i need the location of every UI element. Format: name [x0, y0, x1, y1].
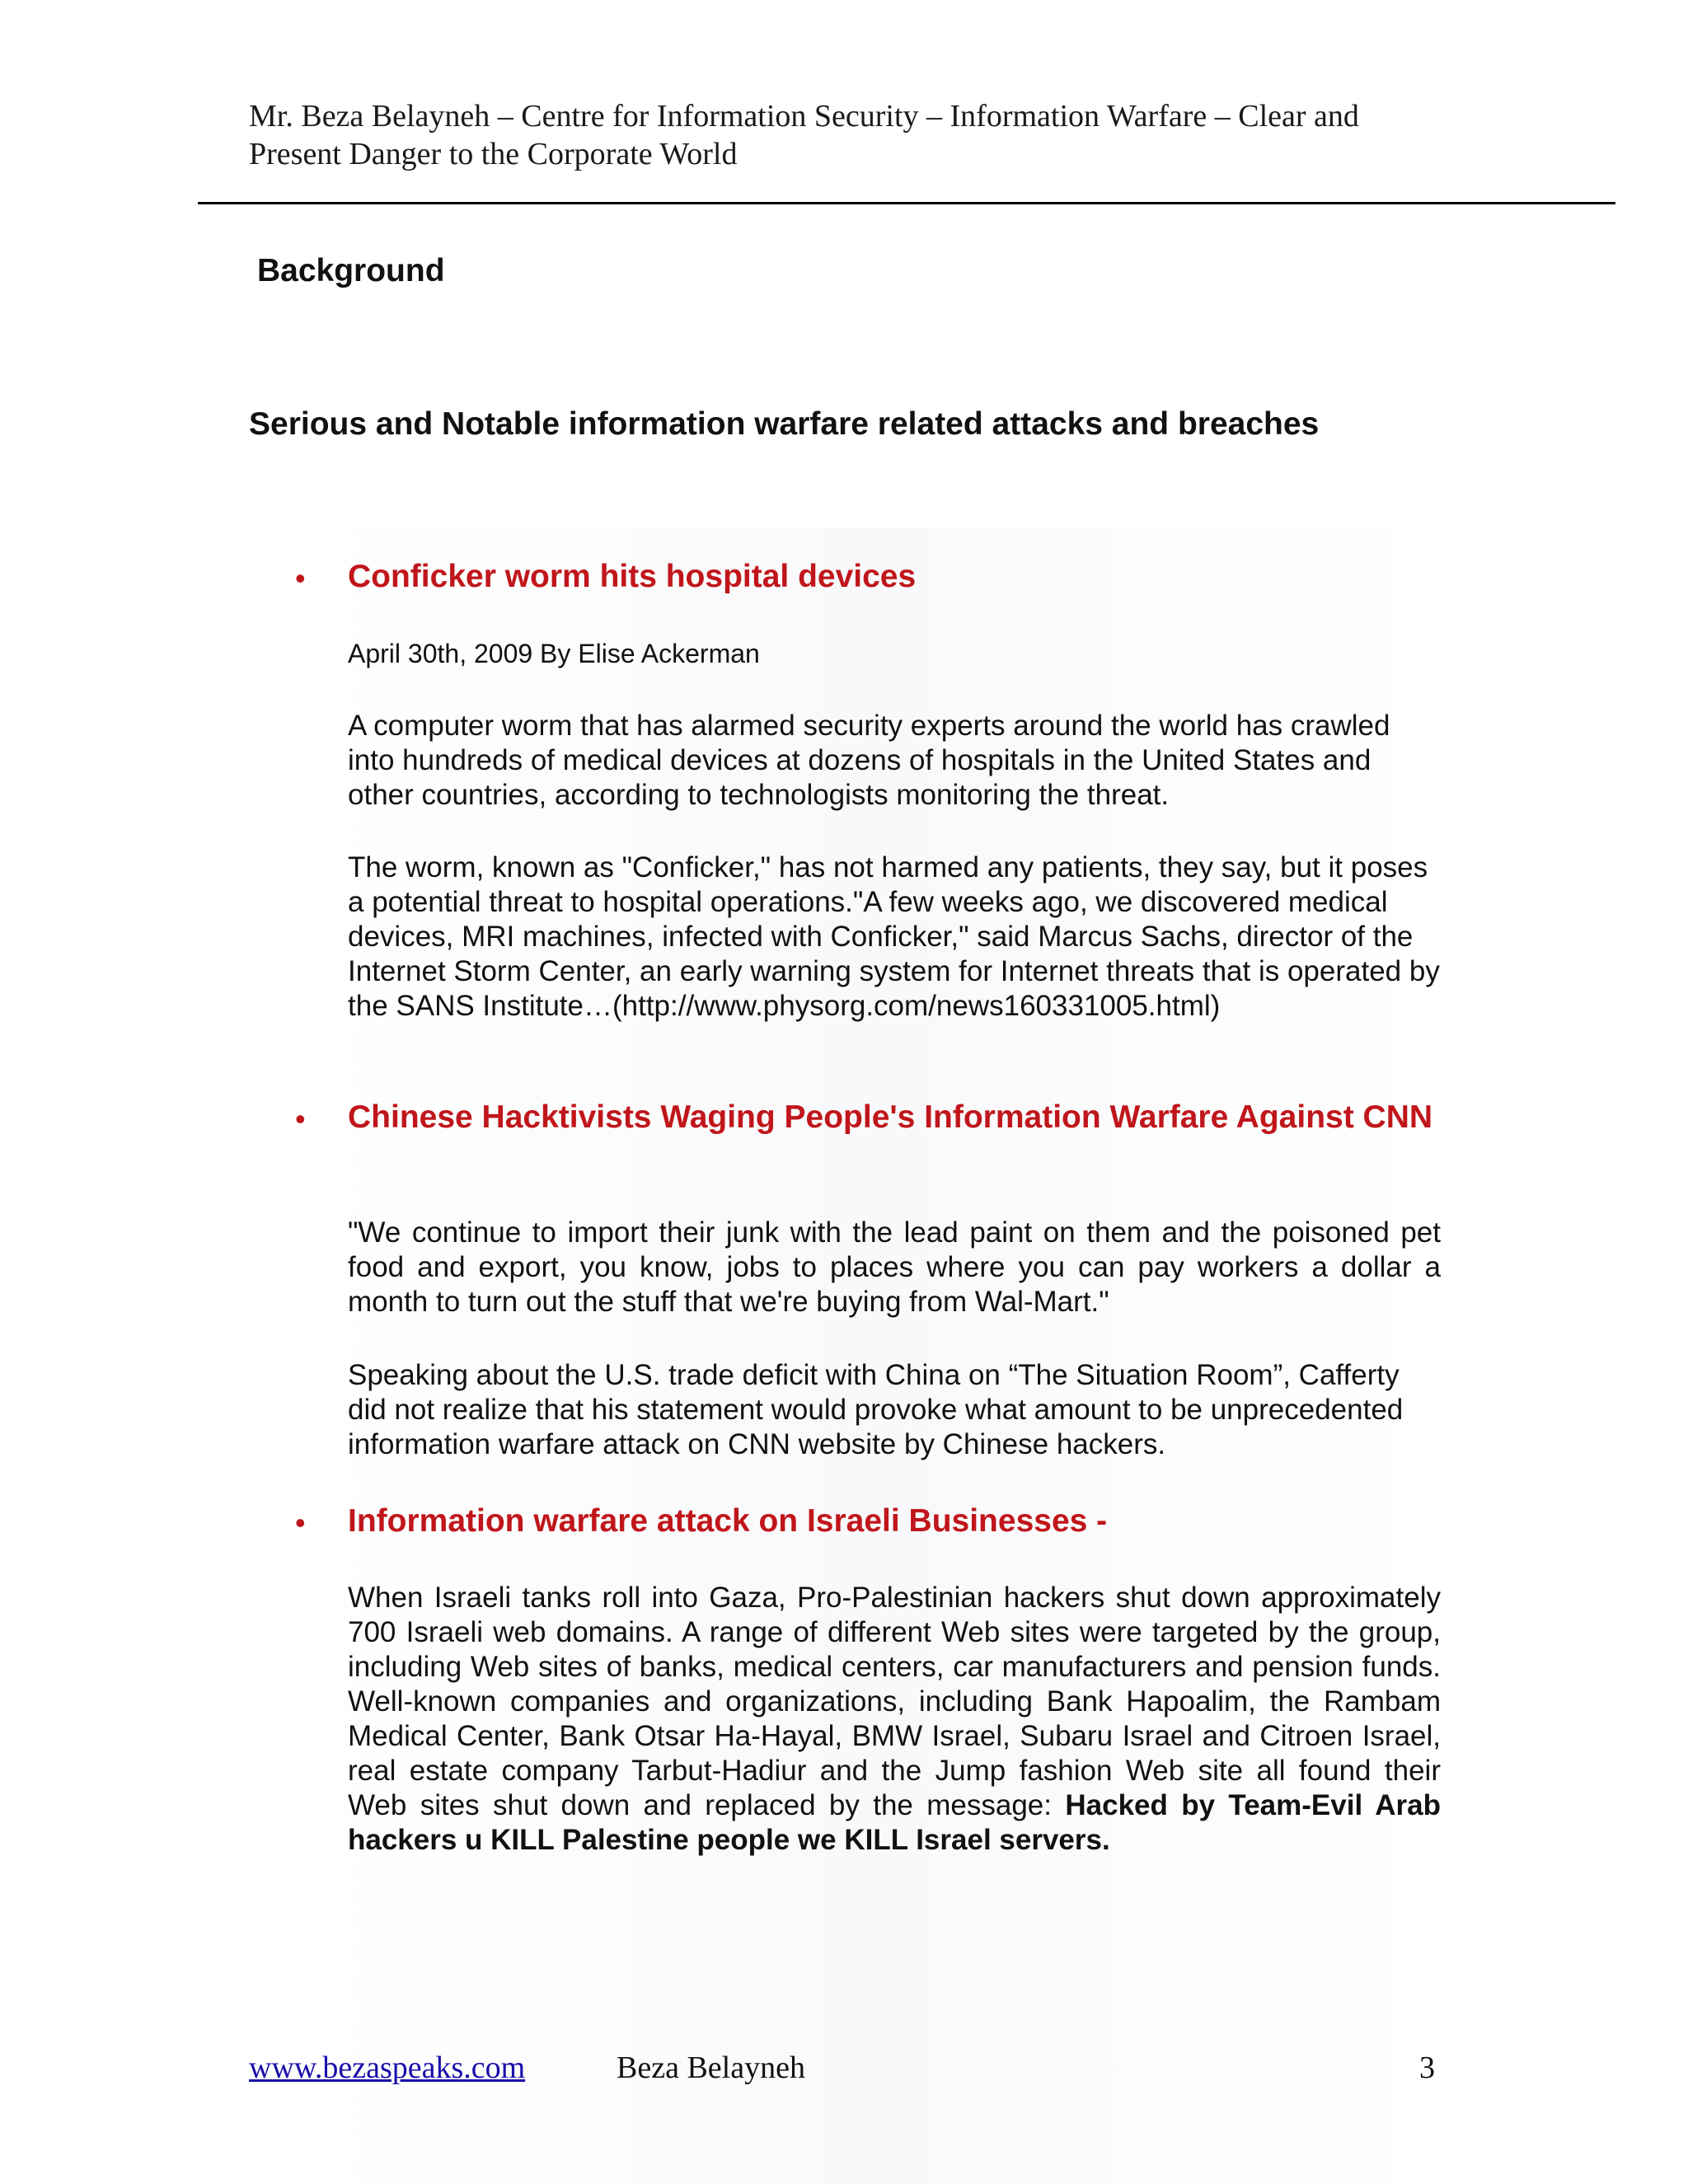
bullet-icon: •	[295, 561, 306, 595]
item-paragraph: Speaking about the U.S. trade deficit with China on “The Situation Room”, Cafferty did not realize that his statement would provoke what amount to be unprecedented information warfare attack on CNN website by Chinese hackers.	[348, 1359, 1404, 1460]
item-paragraph-text: When Israeli tanks roll into Gaza, Pro-Palestinian hackers shut down approximately 700 Israeli web domains. A range of different Web sites were targeted by the group, including Web sites of banks, medical centers, car manufacturers and pension funds. Well-known companies and organizations, including Bank Hapoalim, the Rambam Medical Center, Bank Otsar Ha-Hayal, BMW Israel, Subaru Israel and Citroen Israel, real estate company Tarbut-Hadiur and the Jump fashion Web site all found their Web sites shut down and replaced by the message:	[348, 1582, 1441, 1821]
running-header-line-2: Present Danger to the Corporate World	[249, 137, 738, 171]
hacker-message: Hacked by Team-Evil Arab hackers u KILL Palestine people we KILL Israel servers.	[348, 1789, 1441, 1856]
item-paragraph: "We continue to import their junk with the lead paint on them and the poisoned pet food and export, you know, jobs to places where you can pay workers a dollar a month to turn out the stuff that we're buying from Wal-Mart."	[348, 1216, 1441, 1318]
bullet-icon: •	[295, 1506, 306, 1540]
item-title-cnn: Chinese Hacktivists Waging People's Information Warfare Against CNN	[348, 1099, 1433, 1135]
footer-author: Beza Belayneh	[617, 2050, 805, 2085]
item-paragraph	[348, 1581, 1441, 1858]
item-paragraph: The worm, known as "Conficker," has not harmed any patients, they say, but it poses a potential threat to hospital operations."A few weeks ago, we discovered medical devices, MRI machines, infected with Conficker," said Marcus Sachs, director of the Internet Storm Center, an early warning system for Internet threats that is operated by the SANS Institute…(http://www.physorg.com/news160331005.html)	[348, 851, 1440, 1022]
page-number: 3	[1419, 2050, 1435, 2085]
subheading: Serious and Notable information warfare related attacks and breaches	[249, 406, 1320, 442]
header-divider	[198, 202, 1615, 204]
item-title-conficker: Conficker worm hits hospital devices	[348, 559, 917, 594]
bullet-icon: •	[295, 1102, 306, 1136]
section-heading: Background	[257, 253, 445, 288]
item-byline: April 30th, 2009 By Elise Ackerman	[348, 639, 760, 668]
footer-website-link[interactable]: www.bezaspeaks.com	[249, 2050, 526, 2085]
running-header-line-1: Mr. Beza Belayneh – Centre for Information Security – Information Warfare – Clear and	[249, 99, 1359, 134]
item-paragraph: A computer worm that has alarmed security experts around the world has crawled into hundreds of medical devices at dozens of hospitals in the United States and other countries, according to technologists monitoring the threat.	[348, 710, 1390, 811]
running-header	[249, 97, 1485, 173]
item-title-israeli: Information warfare attack on Israeli Businesses -	[348, 1503, 1108, 1539]
